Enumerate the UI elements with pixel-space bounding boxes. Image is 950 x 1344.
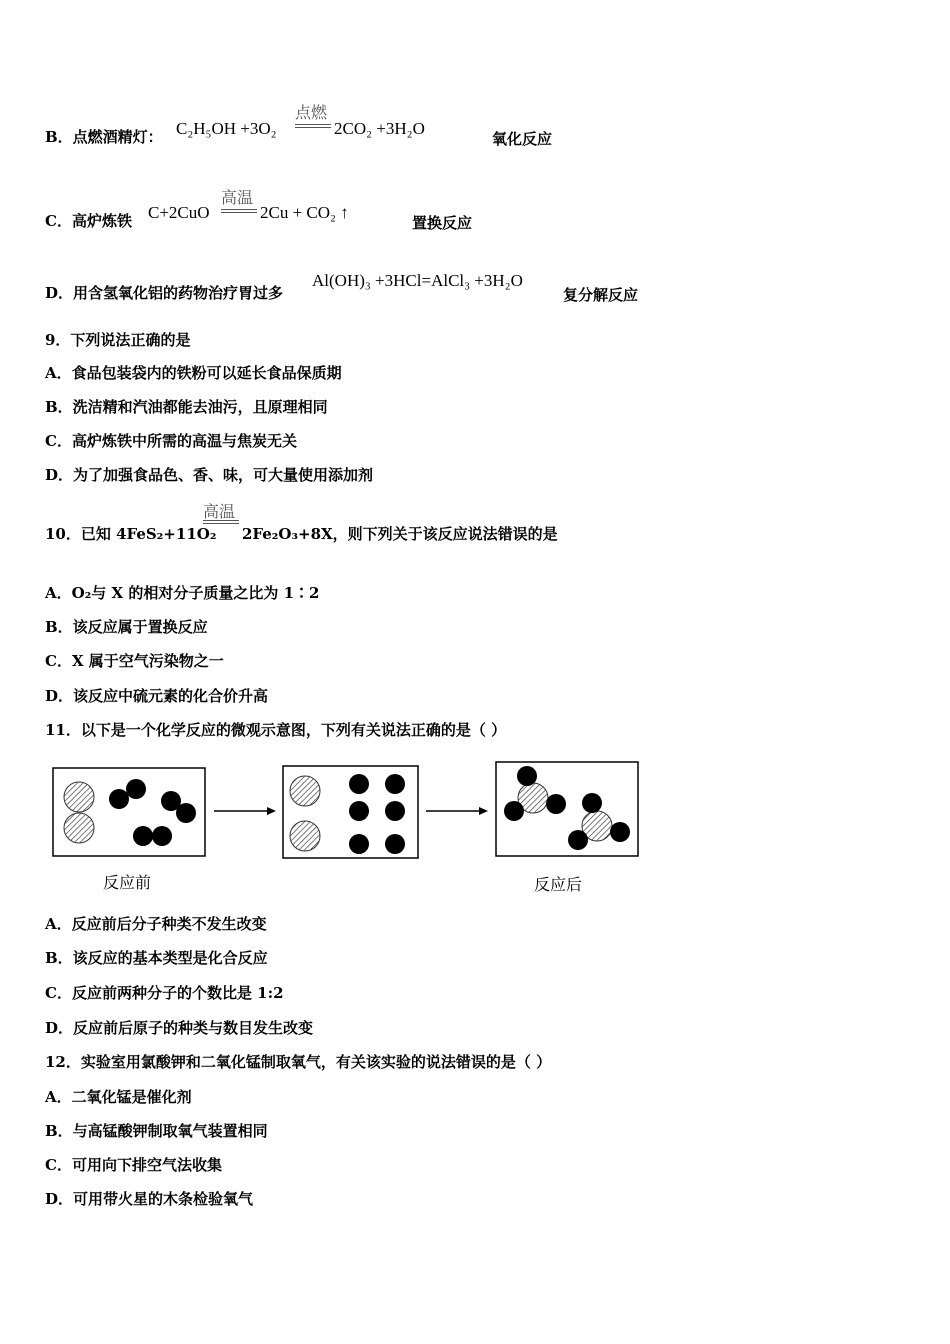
black-atom — [152, 826, 172, 846]
q8-option-b-type: 氧化反应 — [492, 130, 553, 148]
q9-stem: 9．下列说法正确的是 — [45, 331, 191, 349]
black-atom — [385, 774, 405, 794]
black-atom — [176, 803, 196, 823]
caption-after: 反应后 — [534, 875, 583, 894]
q9-option-b: B．洗洁精和汽油都能去油污，且原理相同 — [45, 398, 328, 416]
q10-condition: 高温 — [203, 502, 236, 521]
q8-option-d-type: 复分解反应 — [563, 286, 639, 304]
q12-option-b: B．与高锰酸钾制取氧气装置相同 — [45, 1122, 268, 1140]
black-atom — [349, 834, 369, 854]
black-atom — [568, 830, 588, 850]
q12-option-c: C．可用向下排空气法收集 — [45, 1156, 222, 1174]
q8-option-c-type: 置换反应 — [412, 214, 473, 232]
q11-option-c: C．反应前两种分子的个数比是 1:2 — [45, 984, 284, 1002]
hatched-atom — [64, 782, 94, 812]
q10-stem-prefix: 10．已知 4FeS₂+11O₂ — [45, 525, 217, 543]
q8-option-c-lhs: C+2CuO — [148, 203, 210, 222]
black-atom — [109, 789, 129, 809]
black-atom — [126, 779, 146, 799]
q12-stem: 12．实验室用氯酸钾和二氧化锰制取氧气，有关该实验的说法错误的是（ ） — [45, 1053, 552, 1071]
black-atom — [133, 826, 153, 846]
q8-option-d-equation: Al(OH)₃ +3HCl=AlCl₃ +3H₂O — [312, 271, 523, 290]
q8-option-c-condition: 高温 — [221, 188, 254, 207]
black-atom — [546, 794, 566, 814]
q10-stem-suffix: 2Fe₂O₃+8X，则下列关于该反应说法错误的是 — [242, 525, 558, 543]
black-atom — [385, 801, 405, 821]
black-atom — [385, 834, 405, 854]
q10-option-c: C．X 属于空气污染物之一 — [45, 652, 224, 670]
q9-option-a: A．食品包装袋内的铁粉可以延长食品保质期 — [45, 364, 342, 382]
q8-option-b-rhs: 2CO₂ +3H₂O — [334, 119, 425, 138]
q9-option-c: C．高炉炼铁中所需的高温与焦炭无关 — [45, 432, 297, 450]
black-atom — [349, 774, 369, 794]
caption-before: 反应前 — [103, 873, 152, 892]
q11-stem: 11．以下是一个化学反应的微观示意图，下列有关说法正确的是（ ） — [45, 721, 507, 739]
q8-option-d-label: D．用含氢氧化铝的药物治疗胃过多 — [45, 284, 284, 302]
q8-option-c-label: C．高炉炼铁 — [45, 212, 132, 230]
q8-option-c-rhs: 2Cu + CO₂ ↑ — [260, 203, 349, 222]
q12-option-a: A．二氧化锰是催化剂 — [45, 1088, 192, 1106]
q9-option-d: D．为了加强食品色、香、味，可大量使用添加剂 — [45, 466, 374, 484]
hatched-atom — [64, 813, 94, 843]
black-atom — [504, 801, 524, 821]
hatched-atom — [290, 776, 320, 806]
q11-option-d: D．反应前后原子的种类与数目发生改变 — [45, 1019, 314, 1037]
black-atom — [582, 793, 602, 813]
q10-option-a: A．O₂与 X 的相对分子质量之比为 1∶2 — [45, 584, 320, 602]
q10-option-b: B．该反应属于置换反应 — [45, 618, 208, 636]
q11-option-b: B．该反应的基本类型是化合反应 — [45, 949, 268, 967]
black-atom — [610, 822, 630, 842]
q12-option-d: D．可用带火星的木条检验氧气 — [45, 1190, 254, 1208]
arrow-1-head — [267, 807, 276, 815]
q8-option-b-condition: 点燃 — [295, 103, 328, 122]
q8-option-b-label: B．点燃酒精灯： — [45, 128, 163, 146]
hatched-atom — [290, 821, 320, 851]
q11-option-a: A．反应前后分子种类不发生改变 — [45, 915, 267, 933]
arrow-2-head — [479, 807, 488, 815]
black-atom — [517, 766, 537, 786]
q10-option-d: D．该反应中硫元素的化合价升高 — [45, 687, 269, 705]
black-atom — [349, 801, 369, 821]
q8-option-b-lhs: C₂H₅OH +3O₂ — [176, 119, 277, 138]
